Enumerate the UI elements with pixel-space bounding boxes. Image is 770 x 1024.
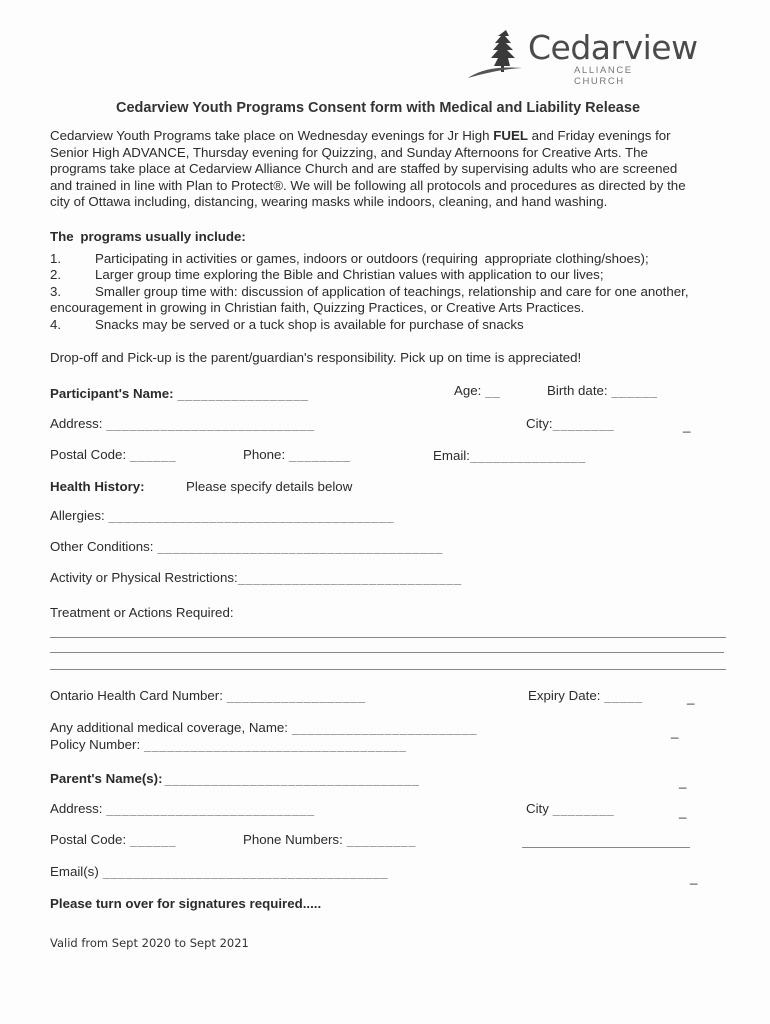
intro-line5: city of Ottawa including, distancing, wearing masks while indoors, cleaning, and hand washing. [50,194,608,210]
logo-subtitle: ALLIANCE CHURCH [574,65,633,87]
parent-city-tail: _ [679,804,687,819]
program-item-1-text-b: appropriate clothing/shoes); [484,251,649,266]
program-item-3: Smaller group time with: discussion of application of teachings, relationship and care for one another, [95,284,689,299]
participant-address-label: Address: [50,416,103,431]
health-card-row [50,688,366,705]
treatment-line-3[interactable] [50,669,726,670]
parent-address-field[interactable]: ___________________________ [106,802,315,816]
activity-restrictions-field[interactable]: _____________________________ [237,571,462,585]
participant-city-field[interactable]: ________ [552,417,615,431]
validity-footer: Valid from Sept 2020 to Sept 2021 [50,936,249,950]
parent-emails-field[interactable]: _____________________________________ [102,865,389,879]
other-conditions-row [50,539,443,556]
participant-phone-field[interactable]: ________ [288,448,351,462]
cedar-tree-icon [466,26,530,80]
program-item-3-cont: encouragement in growing in Christian faith, Quizzing Practices, or Creative Arts Practices. [50,300,585,315]
expiry-row [528,688,643,705]
participant-name-field[interactable]: _________________ [177,387,309,401]
parent-address-row [50,801,315,818]
program-item-1 [95,251,649,268]
participant-email-field[interactable]: _______________ [469,449,586,463]
parent-phones-extra-line[interactable] [522,847,690,848]
intro-line3: programs take place at Cedarview Alliance Church and are staffed by supervising adults who are screened [50,161,678,177]
other-conditions-field[interactable]: _____________________________________ [157,540,443,554]
program-item-2-num: 2. [50,267,62,282]
participant-email-label: Email: [433,448,470,463]
coverage-row [50,720,477,737]
coverage-label: Any additional medical coverage, Name: [50,720,288,735]
participant-city-row [526,416,614,433]
participant-postal-row [50,447,176,464]
parent-name-label: Parent's Name(s): [50,771,163,786]
treatment-label: Treatment or Actions Required: [50,605,234,620]
intro-line4: and trained in line with Plan to Protect®. We will be following all protocols and procedures as directed by the [50,177,686,193]
activity-restrictions-label: Activity or Physical Restrictions: [50,570,238,585]
parent-phones-label: Phone Numbers: [243,832,343,847]
program-item-3-num: 3. [50,284,62,299]
program-item-4-num: 4. [50,317,62,332]
program-item-1-num: 1. [50,251,62,266]
parent-city-row [526,801,614,818]
programs-heading-the: The [50,229,74,244]
program-item-4: Snacks may be served or a tuck shop is available for purchase of snacks [95,317,524,332]
participant-address-row [50,416,315,433]
parent-address-label: Address: [50,801,103,816]
health-card-label: Ontario Health Card Number: [50,688,223,703]
parent-postal-row [50,832,176,849]
programs-heading-rest: programs usually include: [80,229,246,244]
parent-city-field[interactable]: ________ [552,802,615,816]
intro-line1-a: Cedarview Youth Programs take place on Wednesday evenings for Jr High [50,128,494,143]
policy-label: Policy Number: [50,737,141,752]
program-item-2: Larger group time exploring the Bible and Christian values with application to our lives; [95,267,604,282]
expiry-label: Expiry Date: [528,688,601,703]
participant-phone-row [243,447,351,464]
age-row [454,383,501,400]
participant-city-label: City: [526,416,553,431]
parent-city-label: City [526,801,549,816]
logo-name: Cedarview [528,28,698,67]
parent-phones-field[interactable]: _________ [346,833,417,847]
intro-fuel: FUEL [493,128,528,143]
parent-emails-tail: _ [690,870,698,885]
policy-row [50,737,407,754]
parent-name-tail: _ [679,774,687,789]
church-logo [466,26,698,87]
form-title: Cedarview Youth Programs Consent form with Medical and Liability Release [116,100,641,116]
coverage-tail: _ [671,724,679,739]
parent-phones-row [243,832,416,849]
health-history-note: Please specify details below [186,479,353,494]
intro-paragraph [50,128,730,211]
treatment-line-1[interactable] [50,637,726,638]
birth-date-field[interactable]: ______ [611,384,658,398]
participant-name-row [50,386,309,403]
activity-restrictions-row [50,570,462,587]
parent-postal-label: Postal Code: [50,832,127,847]
birth-date-label: Birth date: [547,383,608,398]
participant-email-row [433,448,586,465]
parent-postal-field[interactable]: ______ [129,833,177,847]
programs-heading [50,229,246,246]
birth-date-row [547,383,658,400]
participant-postal-label: Postal Code: [50,447,127,462]
parent-name-field[interactable]: _________________________________ [164,772,420,786]
dropoff-note: Drop-off and Pick-up is the parent/guardian's responsibility. Pick up on time is appreciated! [50,350,582,365]
participant-address-field[interactable]: ___________________________ [106,417,315,431]
parent-emails-label: Email(s) [50,864,99,879]
parent-name-row [50,771,419,788]
expiry-field[interactable]: _____ [604,689,643,703]
program-item-1-text-a: Participating in activities or games, indoors or outdoors (requiring [95,251,478,266]
policy-field[interactable]: __________________________________ [143,738,407,752]
participant-phone-label: Phone: [243,447,286,462]
other-conditions-label: Other Conditions: [50,539,154,554]
intro-line1-b: and Friday evenings for [527,128,671,143]
allergies-row [50,508,394,525]
intro-line2: Senior High ADVANCE, Thursday evening for Quizzing, and Sunday Afternoons for Creative Arts. The [50,144,648,160]
age-field[interactable]: __ [485,384,501,398]
health-history-heading: Health History: [50,479,145,494]
participant-postal-field[interactable]: ______ [129,448,177,462]
allergies-label: Allergies: [50,508,105,523]
expiry-tail: _ [687,690,695,705]
age-label: Age: [454,383,482,398]
coverage-field[interactable]: ________________________ [291,721,478,735]
allergies-field[interactable]: _____________________________________ [108,509,395,523]
participant-name-label: Participant's Name: [50,386,174,401]
health-card-field[interactable]: __________________ [226,689,366,703]
participant-city-tail: _ [683,418,691,433]
treatment-line-2[interactable] [50,652,724,653]
turn-over-note: Please turn over for signatures required..... [50,896,322,911]
parent-emails-row [50,864,388,881]
